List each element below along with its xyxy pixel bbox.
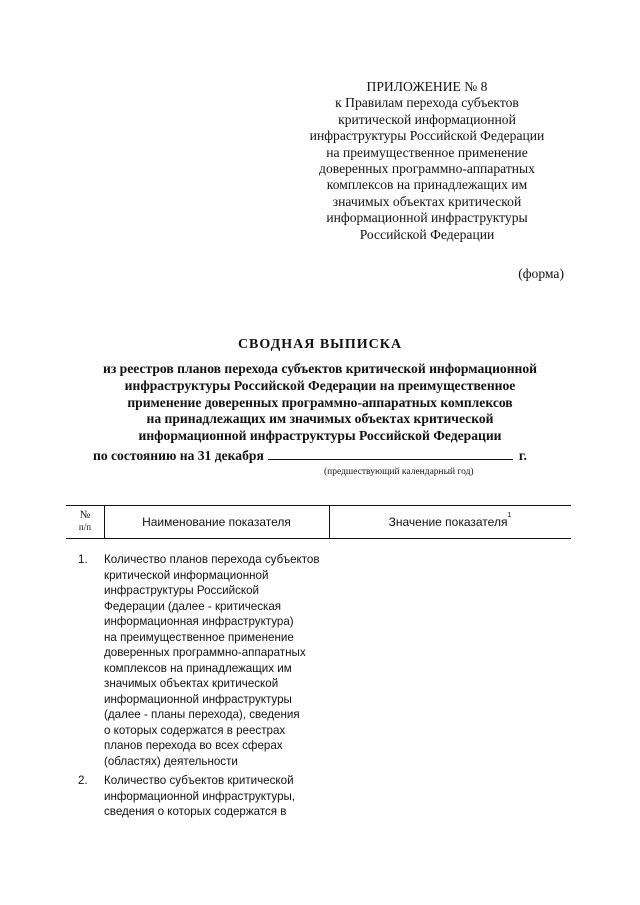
- appendix-line: информационной инфраструктуры: [326, 210, 528, 226]
- column-number-header: [66, 506, 105, 538]
- row-number: 1.: [78, 553, 88, 566]
- table-header: [66, 505, 571, 539]
- footnote-marker: 1: [507, 512, 512, 519]
- row-indicator-name: [104, 773, 344, 820]
- subtitle-line: на принадлежащих им значимых объектах критической: [146, 411, 494, 427]
- appendix-line: инфраструктуры Российской Федерации: [309, 128, 545, 144]
- appendix-line: ПРИЛОЖЕНИЕ № 8: [366, 79, 488, 94]
- row-text-line: (областях) деятельности: [104, 754, 238, 768]
- row-text-line: Федерации (далее - критическая: [104, 599, 282, 613]
- number-sign: №: [79, 509, 91, 521]
- row-text-line: (далее - планы перехода), сведения: [104, 708, 300, 721]
- date-prefix: по состоянию на 31 декабря: [93, 448, 264, 463]
- row-text-line: Количество субъектов критической: [104, 774, 294, 787]
- row-text-line: критической информационной: [104, 568, 269, 582]
- document-subtitle: [40, 361, 600, 445]
- row-text-line: доверенных программно-аппаратных: [104, 646, 306, 659]
- row-text-line: информационной инфраструктуры,: [104, 789, 296, 803]
- row-text-line: информационная инфраструктура): [104, 615, 294, 628]
- subtitle-line: применение доверенных программно-аппаратных комплексов: [127, 394, 513, 410]
- row-text-line: комплексов на принадлежащих им: [104, 661, 292, 675]
- row-text-line: сведения о которых содержатся в: [104, 805, 287, 818]
- appendix-line: Российской Федерации: [359, 226, 495, 242]
- date-hint: (предшествующий календарный год): [324, 467, 474, 477]
- form-label: (форма): [518, 266, 564, 281]
- column-value-header: [329, 506, 571, 538]
- document-title: СВОДНАЯ ВЫПИСКА: [237, 337, 403, 352]
- number-abbr: п/п: [78, 522, 92, 532]
- subtitle-line: информационной инфраструктуры Российской Федерации: [138, 428, 502, 444]
- appendix-line: доверенных программно-аппаратных: [319, 161, 535, 177]
- column-name-header: Наименование показателя: [104, 506, 330, 538]
- value-header-label: Значение показателя: [388, 515, 508, 529]
- row-text-line: инфраструктуры Российской: [104, 584, 259, 597]
- row-indicator-name: [104, 552, 344, 769]
- subtitle-line: инфраструктуры Российской Федерации на преимущественное: [124, 377, 516, 393]
- appendix-line: к Правилам перехода субъектов: [335, 95, 519, 111]
- row-text-line: Количество планов перехода субъектов: [104, 553, 320, 566]
- row-text-line: планов перехода во всех сферах: [104, 739, 283, 752]
- appendix-line: значимых объектах критической: [332, 193, 522, 209]
- row-number: 2.: [78, 774, 88, 787]
- date-line: [93, 447, 527, 464]
- date-suffix: г.: [518, 448, 527, 463]
- subtitle-line: из реестров планов перехода субъектов критической информационной: [102, 361, 538, 376]
- row-text-line: на преимущественное применение: [104, 630, 294, 644]
- appendix-line: на преимущественное применение: [326, 144, 528, 160]
- year-blank-field[interactable]: [268, 447, 513, 460]
- appendix-header: [300, 79, 554, 243]
- row-text-line: информационной инфраструктуры: [104, 692, 292, 706]
- appendix-line: критической информационной: [338, 111, 516, 127]
- row-text-line: о которых содержатся в реестрах: [104, 723, 286, 737]
- row-text-line: значимых объектах критической: [104, 677, 279, 690]
- appendix-line: комплексов на принадлежащих им: [326, 177, 528, 193]
